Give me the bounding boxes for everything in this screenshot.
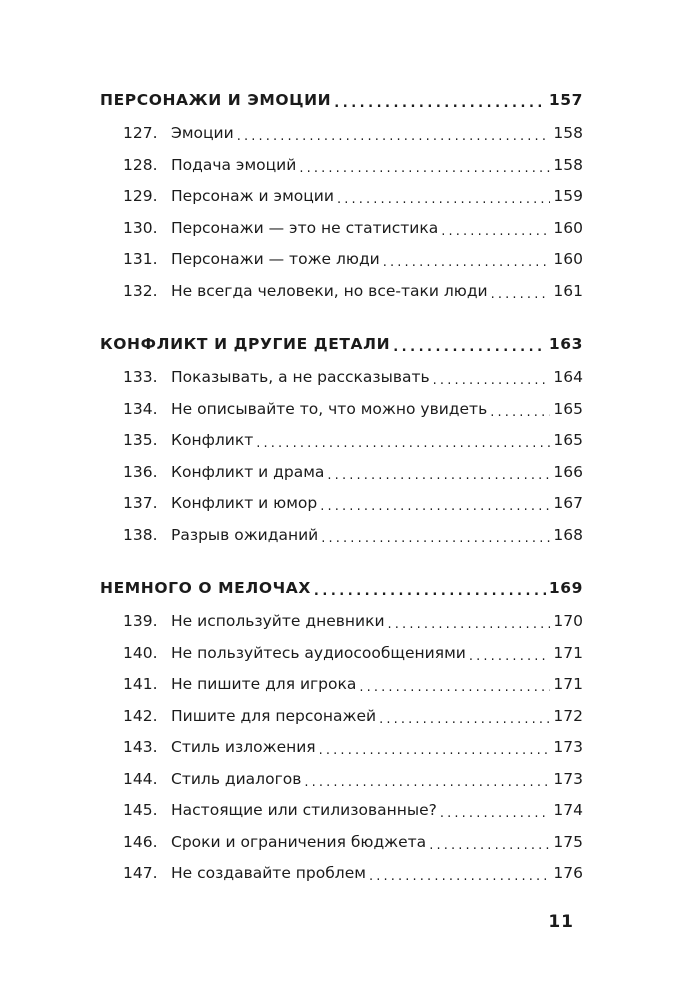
entry-page: 176 <box>553 864 583 882</box>
dot-leader <box>393 341 546 357</box>
page-number: 11 <box>548 912 574 932</box>
section-page: 169 <box>548 579 583 597</box>
toc-entry[interactable] <box>100 738 583 770</box>
entry-number: 140. <box>123 643 158 662</box>
toc-entry[interactable] <box>100 400 583 432</box>
section-heading[interactable] <box>100 579 583 612</box>
entry-page: 158 <box>553 155 583 174</box>
toc-entry[interactable] <box>100 612 583 644</box>
entry-page: 165 <box>553 399 583 418</box>
entry-number: 132. <box>123 281 158 300</box>
entry-title: Персонаж и эмоции <box>171 187 334 205</box>
toc-entry[interactable] <box>100 219 583 251</box>
entry-title: Показывать, а не рассказывать <box>171 368 430 386</box>
entry-title: Стиль изложения <box>171 738 316 756</box>
dot-leader <box>491 288 551 304</box>
entry-title: Не используйте дневники <box>171 612 385 630</box>
entry-title: Конфликт <box>171 431 254 449</box>
toc-entry[interactable] <box>100 801 583 833</box>
entry-title: Не создавайте проблем <box>171 864 366 882</box>
toc-entry[interactable] <box>100 675 583 707</box>
dot-leader <box>321 532 550 548</box>
entry-number: 138. <box>123 525 158 544</box>
entry-number: 128. <box>123 155 158 174</box>
entry-page: 173 <box>553 769 583 788</box>
dot-leader <box>359 681 550 697</box>
entry-number: 129. <box>123 187 158 205</box>
entry-page: 173 <box>553 738 583 756</box>
dot-leader <box>319 744 551 760</box>
section-page: 163 <box>548 335 583 353</box>
dot-leader <box>379 713 550 729</box>
toc-section-characters-emotions <box>100 91 583 313</box>
dot-leader <box>469 650 551 666</box>
toc-entry[interactable] <box>100 833 583 865</box>
entry-page: 160 <box>553 218 583 237</box>
toc-section-small-things <box>100 579 583 896</box>
entry-page: 174 <box>553 801 583 819</box>
entry-number: 133. <box>123 368 158 386</box>
dot-leader <box>441 225 550 241</box>
entry-title: Подача эмоций <box>171 155 297 174</box>
toc-entry[interactable] <box>100 770 583 802</box>
toc-entry[interactable] <box>100 463 583 495</box>
entry-number: 139. <box>123 612 158 630</box>
dot-leader <box>256 437 550 453</box>
entry-number: 141. <box>123 675 158 693</box>
entry-page: 159 <box>553 187 583 205</box>
entry-title: Конфликт и юмор <box>171 494 318 512</box>
entry-title: Конфликт и драма <box>171 462 325 481</box>
entry-title: Разрыв ожиданий <box>171 525 319 544</box>
entry-title: Пишите для персонажей <box>171 706 377 725</box>
entry-title: Не пользуйтесь аудиосообщениями <box>171 643 466 662</box>
entry-title: Настоящие или стилизованные? <box>171 801 437 819</box>
dot-leader <box>299 162 550 178</box>
toc-entry[interactable] <box>100 526 583 558</box>
dot-leader <box>334 97 546 113</box>
entry-number: 146. <box>123 832 158 851</box>
entry-page: 164 <box>553 368 583 386</box>
entry-page: 161 <box>553 281 583 300</box>
section-page: 157 <box>548 91 583 109</box>
entry-title: Сроки и ограничения бюджета <box>171 832 427 851</box>
toc-entry[interactable] <box>100 124 583 156</box>
entry-page: 167 <box>553 494 583 512</box>
entry-title: Не всегда человеки, но все-таки люди <box>171 281 488 300</box>
dot-leader <box>327 469 550 485</box>
toc-entry[interactable] <box>100 494 583 526</box>
entry-number: 135. <box>123 431 158 449</box>
dot-leader <box>383 256 551 272</box>
dot-leader <box>337 193 550 209</box>
entry-title: Не пишите для игрока <box>171 675 357 693</box>
entry-title: Стиль диалогов <box>171 769 302 788</box>
toc-entry[interactable] <box>100 250 583 282</box>
entry-page: 175 <box>553 832 583 851</box>
entry-page: 171 <box>553 643 583 662</box>
entry-number: 143. <box>123 738 158 756</box>
toc-entry[interactable] <box>100 368 583 400</box>
entry-number: 137. <box>123 494 158 512</box>
entry-title: Не описывайте то, что можно увидеть <box>171 399 488 418</box>
dot-leader <box>429 839 550 855</box>
toc-entry[interactable] <box>100 707 583 739</box>
entry-page: 170 <box>553 612 583 630</box>
entry-number: 144. <box>123 769 158 788</box>
dot-leader <box>237 130 551 146</box>
entry-page: 171 <box>553 675 583 693</box>
entry-number: 136. <box>123 462 158 481</box>
entry-title: Персонажи — это не статистика <box>171 218 439 237</box>
dot-leader <box>490 406 550 422</box>
entry-page: 165 <box>553 431 583 449</box>
toc-entry[interactable] <box>100 431 583 463</box>
toc-entry[interactable] <box>100 864 583 896</box>
toc-entry[interactable] <box>100 282 583 314</box>
dot-leader <box>320 500 550 516</box>
toc-entry[interactable] <box>100 187 583 219</box>
toc-entry[interactable] <box>100 156 583 188</box>
dot-leader <box>433 374 551 390</box>
entry-number: 147. <box>123 864 158 882</box>
entry-number: 130. <box>123 218 158 237</box>
entry-number: 131. <box>123 250 158 268</box>
entry-page: 172 <box>553 706 583 725</box>
entry-number: 145. <box>123 801 158 819</box>
entry-title: Эмоции <box>171 124 234 142</box>
toc-section-conflict-details <box>100 335 583 557</box>
entry-page: 168 <box>553 525 583 544</box>
section-title: НЕМНОГО О МЕЛОЧАХ <box>100 579 311 597</box>
entry-page: 166 <box>553 462 583 481</box>
dot-leader <box>369 870 550 886</box>
section-title: ПЕРСОНАЖИ И ЭМОЦИИ <box>100 91 332 109</box>
toc-entry[interactable] <box>100 644 583 676</box>
entry-number: 127. <box>123 124 158 142</box>
dot-leader <box>388 618 551 634</box>
entry-page: 160 <box>553 250 583 268</box>
dot-leader <box>314 585 546 601</box>
dot-leader <box>440 807 551 823</box>
section-heading[interactable] <box>100 335 583 368</box>
table-of-contents <box>100 91 583 918</box>
section-heading[interactable] <box>100 91 583 124</box>
entry-number: 134. <box>123 399 158 418</box>
dot-leader <box>304 776 550 792</box>
entry-page: 158 <box>553 124 583 142</box>
entry-title: Персонажи — тоже люди <box>171 250 380 268</box>
section-title: КОНФЛИКТ И ДРУГИЕ ДЕТАЛИ <box>100 335 391 353</box>
entry-number: 142. <box>123 706 158 725</box>
